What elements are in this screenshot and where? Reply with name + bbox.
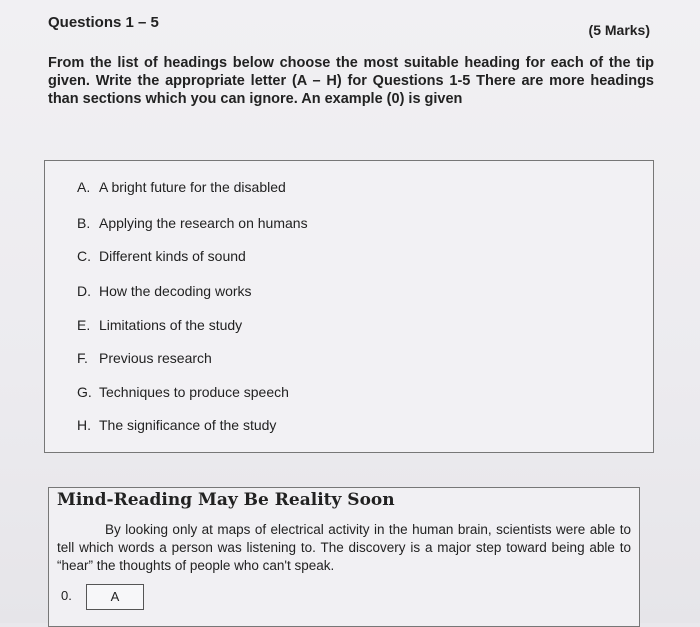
questions-title: Questions 1 – 5 — [48, 14, 159, 31]
heading-text: Different kinds of sound — [99, 248, 246, 264]
heading-text: Techniques to produce speech — [99, 384, 289, 400]
heading-text: Limitations of the study — [99, 317, 243, 333]
heading-text: Applying the research on humans — [99, 215, 308, 231]
heading-text: The significance of the study — [99, 417, 277, 433]
instructions-text: From the list of headings below choose the most suitable heading for each of the tip given. Write the appropriate letter (A – H) for Questions 1-5 There are more headings than sections which you can ignore. An example (0) is given — [48, 55, 654, 107]
story-title: Mind-Reading May Be Reality Soon — [57, 490, 395, 510]
heading-item-h — [77, 417, 276, 433]
heading-item-d — [77, 283, 252, 299]
heading-item-c — [77, 248, 246, 264]
heading-text: Previous research — [99, 350, 212, 366]
heading-letter: F. — [77, 350, 88, 366]
heading-text: How the decoding works — [99, 283, 252, 299]
heading-item-g — [77, 384, 289, 400]
heading-item-a — [77, 179, 286, 195]
heading-letter: C. — [77, 248, 91, 264]
story-paragraph: By looking only at maps of electrical activity in the human brain, scientists were able to tell which words a person was listening to. The discovery is a major step toward being able to “hear” the thoughts of people who can't speak. — [57, 522, 631, 573]
heading-letter: G. — [77, 384, 92, 400]
heading-letter: A. — [77, 179, 91, 195]
heading-letter: E. — [77, 317, 91, 333]
heading-text: A bright future for the disabled — [99, 179, 286, 195]
heading-item-b — [77, 215, 308, 231]
heading-letter: H. — [77, 417, 91, 433]
heading-item-f — [77, 350, 212, 366]
example-answer-box: A — [86, 584, 144, 610]
heading-letter: B. — [77, 215, 91, 231]
example-number: 0. — [61, 588, 72, 603]
marks-label: (5 Marks) — [588, 22, 650, 38]
headings-list-box — [44, 160, 654, 453]
story-box — [48, 487, 640, 627]
heading-item-e — [77, 317, 242, 333]
heading-letter: D. — [77, 283, 91, 299]
